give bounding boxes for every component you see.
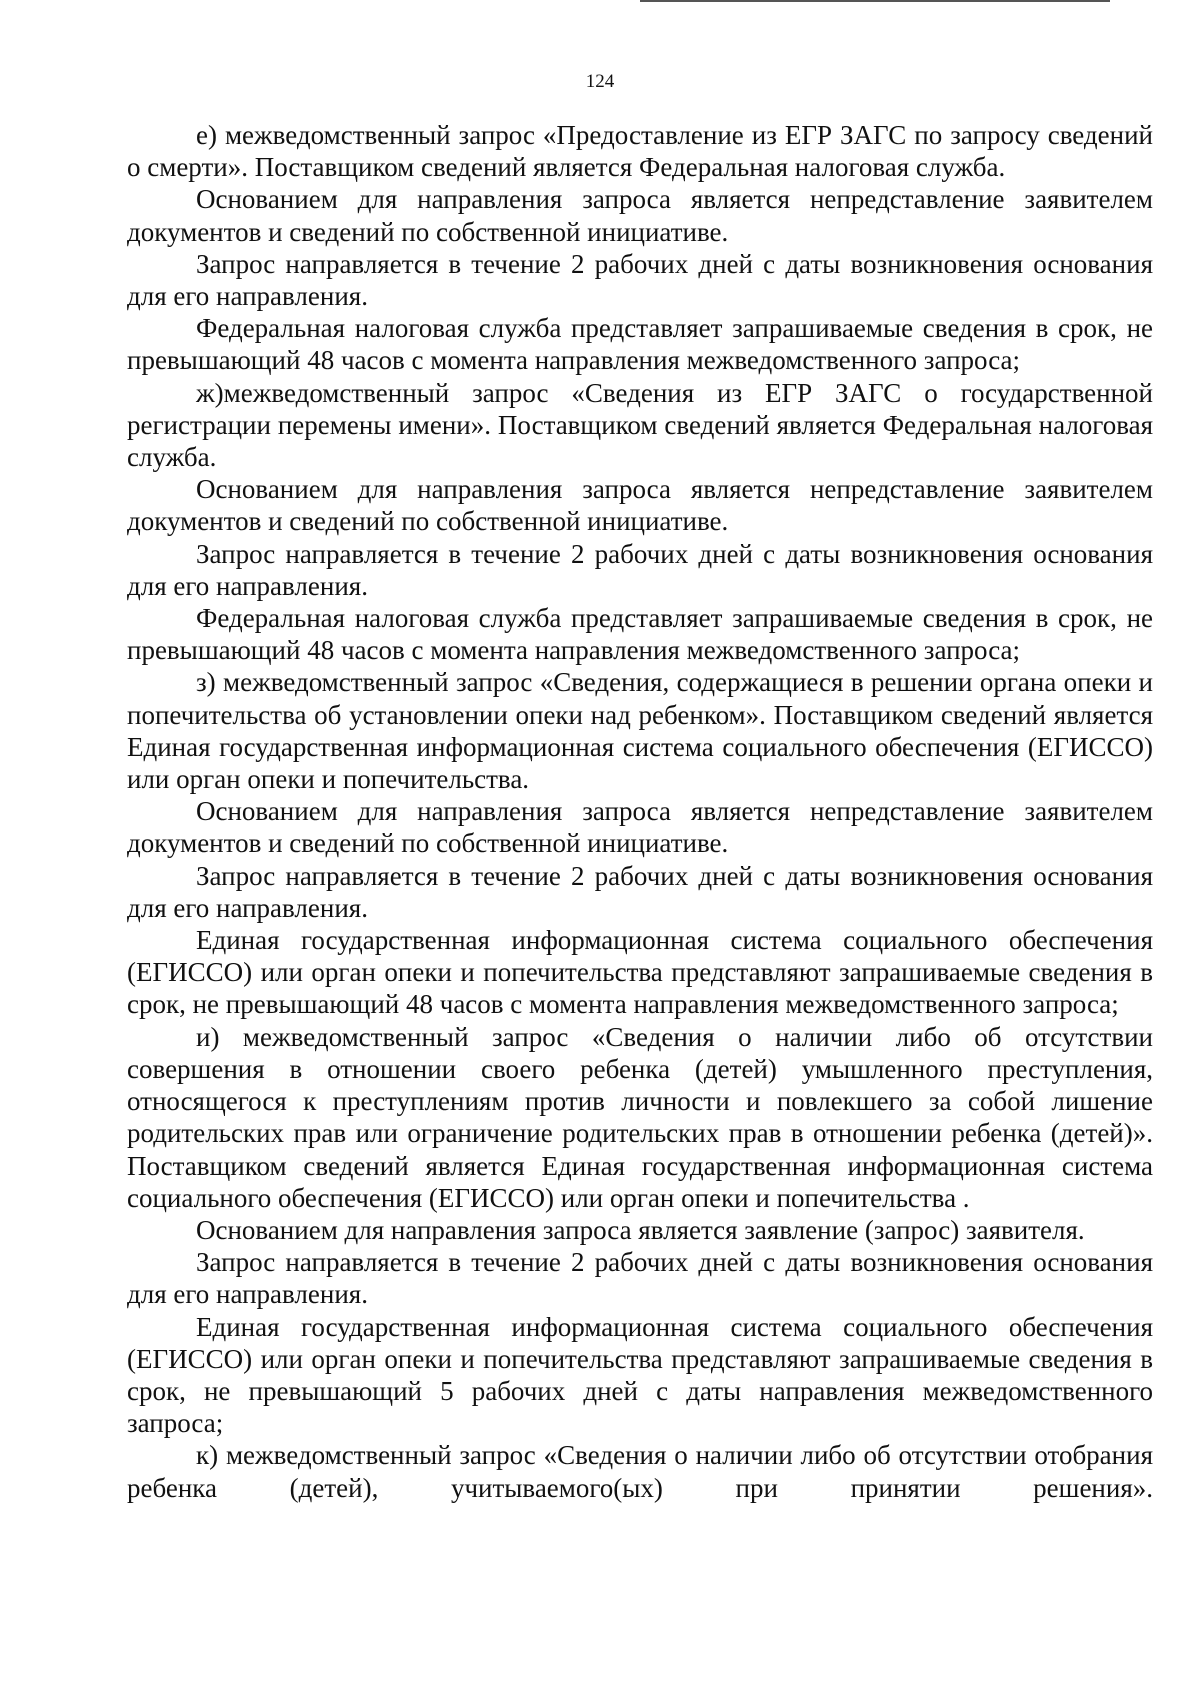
top-border-line (640, 0, 1110, 2)
paragraph: Запрос направляется в течение 2 рабочих дней с даты возникновения основания для его направления. (127, 860, 1153, 923)
paragraph: Запрос направляется в течение 2 рабочих дней с даты возникновения основания для его направления. (127, 538, 1153, 601)
paragraph: Запрос направляется в течение 2 рабочих дней с даты возникновения основания для его направления. (127, 248, 1153, 312)
paragraph: Основанием для направления запроса является заявление (запрос) заявителя. (196, 1214, 1085, 1245)
page-number: 124 (585, 71, 615, 92)
document-body (127, 119, 1153, 1504)
paragraph: Запрос направляется в течение 2 рабочих дней с даты возникновения основания для его направления. (127, 1247, 1153, 1310)
paragraph: и) межведомственный запрос «Сведения о наличии либо об отсутствии совершения в отношении своего ребенка (детей) умышленного преступления, относящегося к преступлениям против личности и повлекшего за собой лишение родительских прав или ограничение родительских прав в отношении ребенка (детей)». Поставщиком сведений является Единая государственная информационная система социального обеспечения (ЕГИССО) или орган опеки и попечительства . (127, 1021, 1153, 1213)
paragraph: Основанием для направления запроса является непредставление заявителем документов и сведений по собственной инициативе. (127, 796, 1153, 859)
paragraph: з) межведомственный запрос «Сведения, содержащиеся в решении органа опеки и попечительства об установлении опеки над ребенком». Поставщиком сведений является Единая государственная информационная система социального обеспечения (ЕГИССО) или орган опеки и попечительства. (127, 667, 1153, 795)
paragraph: Основанием для направления запроса является непредставление заявителем документов и сведений по собственной инициативе. (127, 184, 1153, 247)
paragraph: ж)межведомственный запрос «Сведения из ЕГР ЗАГС о государственной регистрации перемены имени». Поставщиком сведений является Федеральная налоговая служба. (127, 377, 1153, 473)
paragraph: Федеральная налоговая служба представляет запрашиваемые сведения в срок, не превышающий 48 часов с момента направления межведомственного запроса; (127, 603, 1153, 666)
paragraph: е) межведомственный запрос «Предоставление из ЕГР ЗАГС по запросу сведений о смерти». Поставщиком сведений является Федеральная налоговая служба. (127, 120, 1153, 183)
paragraph: Единая государственная информационная система социального обеспечения (ЕГИССО) или орган опеки и попечительства представляют запрашиваемые сведения в срок, не превышающий 48 часов с момента направления межведомственного запроса; (127, 925, 1153, 1020)
paragraph: Основанием для направления запроса является непредставление заявителем документов и сведений по собственной инициативе. (127, 474, 1153, 537)
paragraph: Федеральная налоговая служба представляет запрашиваемые сведения в срок, не превышающий 48 часов с момента направления межведомственного запроса; (127, 313, 1153, 376)
paragraph: к) межведомственный запрос «Сведения о наличии либо об отсутствии отобрания ребенка (детей), учитываемого(ых) при принятии решения». (127, 1440, 1153, 1503)
paragraph: Единая государственная информационная система социального обеспечения (ЕГИССО) или орган опеки и попечительства представляют запрашиваемые сведения в срок, не превышающий 5 рабочих дней с даты направления межведомственного запроса; (127, 1311, 1153, 1439)
